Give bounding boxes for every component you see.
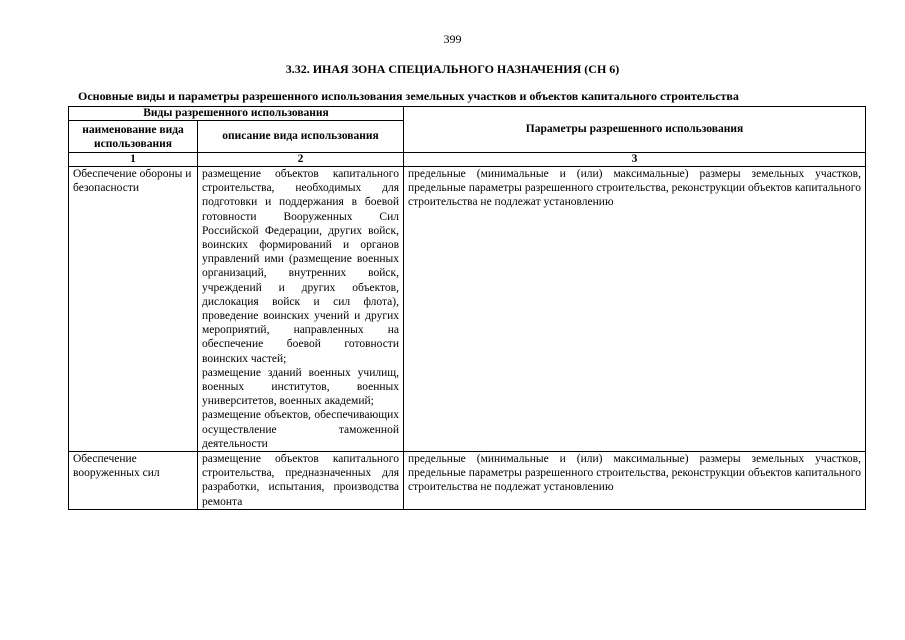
use-name-cell: Обеспечение обороны и безопасности [69, 167, 198, 452]
column-number-3: 3 [404, 153, 866, 167]
column-number-row [69, 153, 866, 167]
use-parameters-cell: предельные (минимальные и (или) максимальные) размеры земельных участков, предельные параметры разрешенного строительства, реконструкции объектов капитального строительства не подлежат установлению [404, 167, 866, 452]
column-number-1: 1 [69, 153, 198, 167]
page-number: 399 [443, 32, 462, 46]
use-description-cell [198, 167, 404, 452]
table-row [69, 167, 866, 452]
permitted-use-table [68, 106, 866, 510]
table-caption: Основные виды и параметры разрешенного использования земельных участков и объектов капитального строительства [78, 89, 739, 103]
header-description-cell: описание вида использования [198, 121, 404, 153]
table-row [69, 452, 866, 510]
description-paragraph: размещение объектов, обеспечивающих осуществление таможенной деятельности [202, 409, 399, 450]
column-number-2: 2 [198, 153, 404, 167]
header-group-cell: Виды разрешенного использования [69, 107, 404, 121]
description-paragraph: размещение объектов капитального строительства, предназначенных для разработки, испытания, производства ремонта [202, 453, 399, 508]
header-row-group [69, 107, 866, 121]
description-paragraph: размещение объектов капитального строительства, необходимых для подготовки и поддержания в боевой готовности Вооруженных Сил Российской Федерации, других войск, воинских формирований и органов управлений ими (размещение военных организаций, внутренних войск, учреждений и других объектов, дислокация войск и сил флота), проведение воинских учений и других мероприятий, направленных на обеспечение боевой готовности воинских частей; [202, 168, 399, 365]
header-parameters-cell: Параметры разрешенного использования [404, 107, 866, 153]
header-name-cell: наименование вида использования [69, 121, 198, 153]
description-paragraph: размещение зданий военных училищ, военных институтов, военных университетов, военных академий; [202, 366, 399, 408]
use-description-cell [198, 452, 404, 510]
section-title: 3.32. ИНАЯ ЗОНА СПЕЦИАЛЬНОГО НАЗНАЧЕНИЯ (СН 6) [285, 62, 620, 76]
use-name-cell: Обеспечение вооруженных сил [69, 452, 198, 510]
use-parameters-cell: предельные (минимальные и (или) максимальные) размеры земельных участков, предельные параметры разрешенного строительства, реконструкции объектов капитального строительства не подлежат установлению [404, 452, 866, 510]
